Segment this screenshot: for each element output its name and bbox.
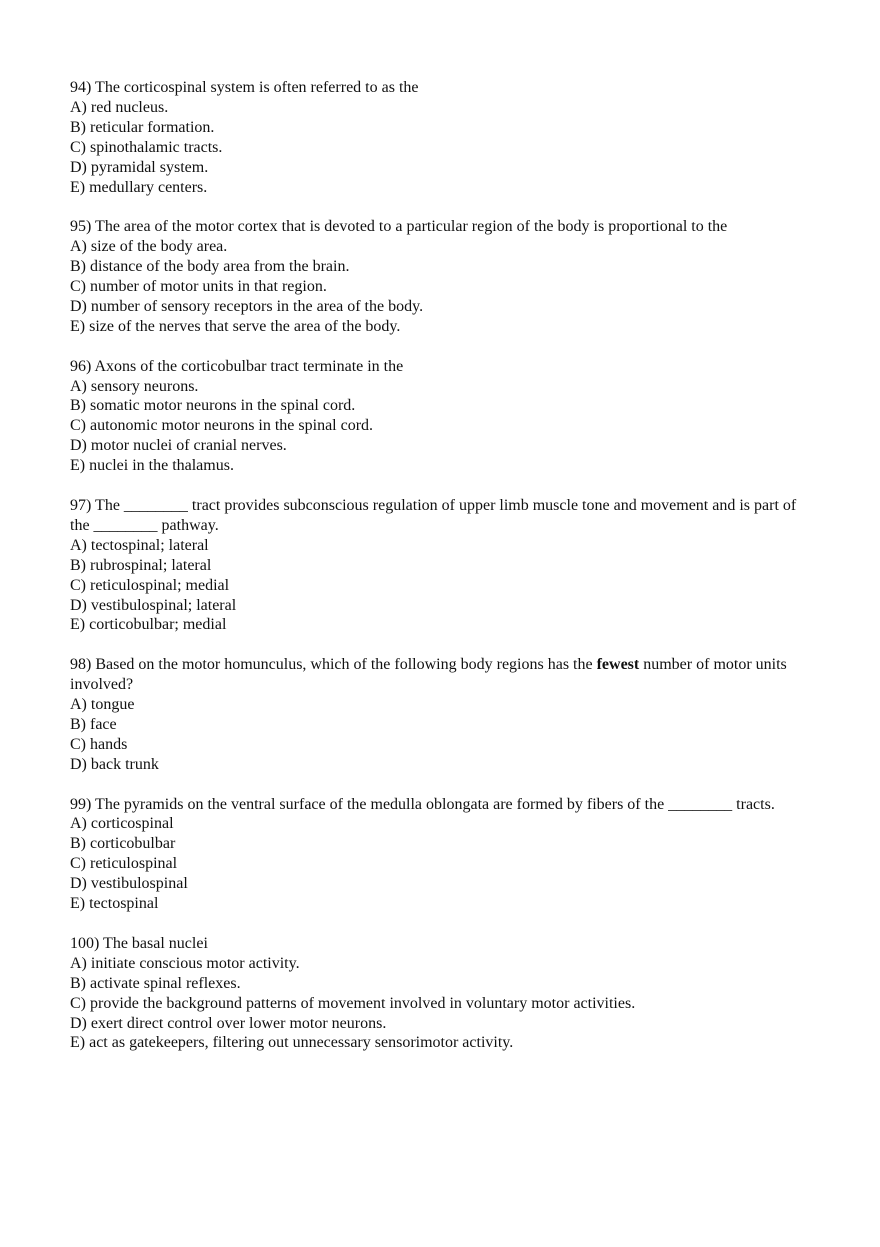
- answer-option: A) corticospinal: [70, 815, 174, 833]
- answer-option: A) sensory neurons.: [70, 377, 199, 395]
- answer-option: E) size of the nerves that serve the area of the body.: [70, 317, 401, 335]
- answer-option: B) rubrospinal; lateral: [70, 556, 212, 574]
- answer-option: C) reticulospinal: [70, 855, 178, 873]
- answer-option: A) tectospinal; lateral: [70, 536, 209, 554]
- answer-option: B) activate spinal reflexes.: [70, 974, 241, 992]
- answer-option: C) spinothalamic tracts.: [70, 138, 223, 156]
- answer-option: D) pyramidal system.: [70, 158, 209, 176]
- answer-option: D) vestibulospinal: [70, 875, 188, 893]
- answer-option: A) size of the body area.: [70, 238, 228, 256]
- answer-option: C) provide the background patterns of movement involved in voluntary motor activities.: [70, 994, 636, 1012]
- question-stem: 95) The area of the motor cortex that is devoted to a particular region of the body is proportional to the: [70, 218, 728, 236]
- answer-option: E) corticobulbar; medial: [70, 616, 227, 634]
- question-96: [70, 357, 810, 476]
- stem-text: 98) Based on the motor homunculus, which of the following body regions has the: [70, 656, 597, 674]
- answer-option: D) vestibulospinal; lateral: [70, 596, 237, 614]
- answer-option: B) distance of the body area from the brain.: [70, 258, 350, 276]
- document-page: [70, 78, 810, 1073]
- answer-option: D) motor nuclei of cranial nerves.: [70, 437, 287, 455]
- answer-option: C) reticulospinal; medial: [70, 576, 230, 594]
- question-95: [70, 217, 810, 336]
- question-99: [70, 795, 810, 914]
- answer-option: E) act as gatekeepers, filtering out unnecessary sensorimotor activity.: [70, 1034, 514, 1052]
- answer-option: B) reticular formation.: [70, 118, 215, 136]
- question-stem: 100) The basal nuclei: [70, 934, 208, 952]
- answer-option: D) number of sensory receptors in the area of the body.: [70, 297, 424, 315]
- answer-option: B) somatic motor neurons in the spinal cord.: [70, 397, 356, 415]
- question-stem: 99) The pyramids on the ventral surface of the medulla oblongata are formed by fibers of the ________ tracts.: [70, 795, 775, 813]
- stem-text: number of motor units involved?: [70, 656, 791, 694]
- answer-option: E) medullary centers.: [70, 178, 208, 196]
- question-stem: 97) The ________ tract provides subconscious regulation of upper limb muscle tone and movement and is part of the ________ pathway.: [70, 496, 801, 534]
- answer-option: A) tongue: [70, 696, 135, 714]
- question-100: [70, 934, 810, 1053]
- question-94: [70, 78, 810, 197]
- answer-option: C) hands: [70, 735, 128, 753]
- answer-option: A) initiate conscious motor activity.: [70, 954, 300, 972]
- answer-option: C) autonomic motor neurons in the spinal cord.: [70, 417, 374, 435]
- answer-option: D) back trunk: [70, 755, 159, 773]
- answer-option: D) exert direct control over lower motor neurons.: [70, 1014, 387, 1032]
- answer-option: B) face: [70, 715, 117, 733]
- answer-option: E) nuclei in the thalamus.: [70, 457, 234, 475]
- question-98: [70, 655, 810, 774]
- answer-option: B) corticobulbar: [70, 835, 176, 853]
- question-stem: 94) The corticospinal system is often referred to as the: [70, 79, 419, 96]
- question-97: [70, 496, 810, 635]
- answer-option: E) tectospinal: [70, 895, 159, 913]
- answer-option: A) red nucleus.: [70, 98, 169, 116]
- emphasis-text: fewest: [596, 656, 640, 674]
- question-stem: 96) Axons of the corticobulbar tract terminate in the: [70, 357, 404, 375]
- question-stem: [70, 655, 810, 695]
- answer-option: C) number of motor units in that region.: [70, 278, 327, 296]
